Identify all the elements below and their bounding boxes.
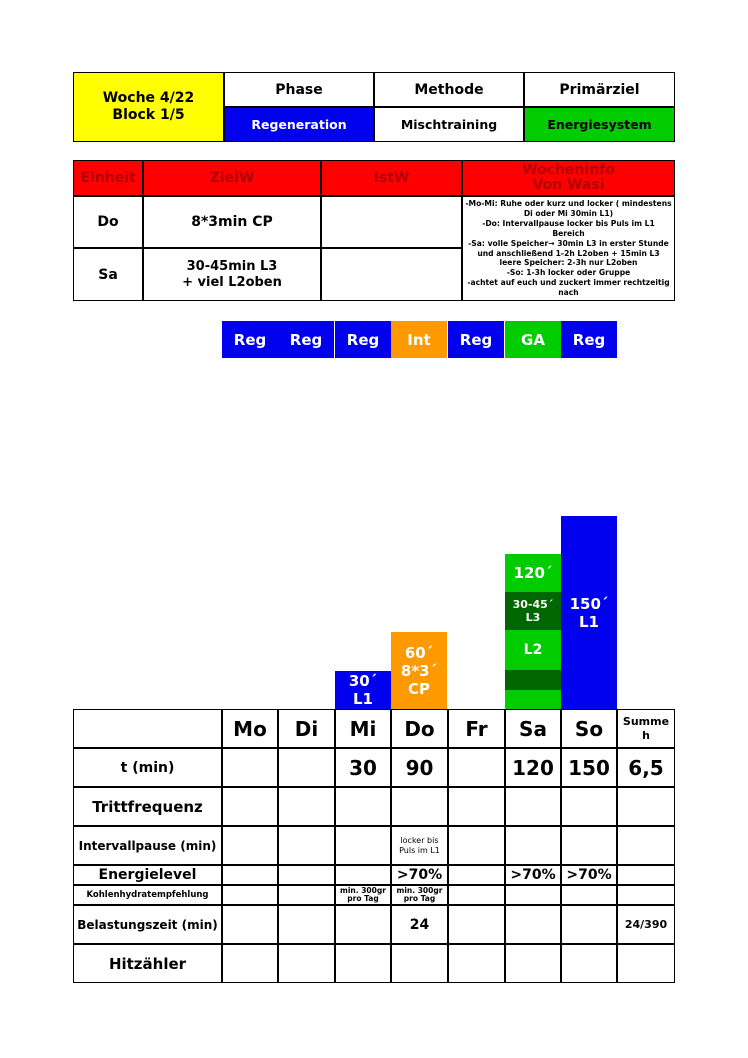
bar-sa-l2: L2 [505,630,561,670]
cell-time-di [278,748,335,787]
cell-energy-fr [448,865,505,885]
cell-interval-so [561,826,617,865]
cell-time-sum: 6,5 [617,748,675,787]
phase-fr: Reg [448,321,504,358]
phase-do: Int [391,321,447,358]
cell-carbs-so [561,885,617,905]
cell-interval-sum [617,826,675,865]
cell-time-sa: 120 [505,748,561,787]
phase-mi: Reg [335,321,391,358]
bar-sa-tail [505,690,561,709]
goal-header: Primärziel [524,72,675,107]
cell-load-mo [222,905,278,944]
row-label-load: Belastungszeit (min) [73,905,222,944]
day-header-fr: Fr [448,709,505,748]
cell-carbs-di [278,885,335,905]
cell-cadence-fr [448,787,505,826]
bar-mi: 30´ L1 [335,671,391,709]
row-label-time: t (min) [73,748,222,787]
cell-load-sa [505,905,561,944]
cell-load-so [561,905,617,944]
day-header-di: Di [278,709,335,748]
cell-energy-sum [617,865,675,885]
bar-so: 150´ L1 [561,516,617,709]
actual-header: IstW [321,160,462,196]
cell-cadence-di [278,787,335,826]
bar-sa-l3: 30-45´ L3 [505,592,561,630]
cell-hits-so [561,944,617,983]
row-label-cadence: Trittfrequenz [73,787,222,826]
phase-sa: GA [505,321,561,358]
cell-cadence-sa [505,787,561,826]
row-label-carbs: Kohlenhydratempfehlung [73,885,222,905]
unit-target-do: 8*3min CP [143,196,321,248]
cell-time-mo [222,748,278,787]
cell-interval-do: locker bis Puls im L1 [391,826,448,865]
bar-do: 60´ 8*3´ CP [391,632,447,709]
cell-energy-sa: >70% [505,865,561,885]
cell-load-mi [335,905,391,944]
bar-sa-l3-end [505,670,561,690]
cell-cadence-mi [335,787,391,826]
phase-mo: Reg [222,321,278,358]
row-label-interval: Intervallpause (min) [73,826,222,865]
phase-value: Regeneration [224,107,374,142]
phase-di: Reg [278,321,334,358]
cell-hits-mi [335,944,391,983]
cell-energy-di [278,865,335,885]
cell-carbs-sa [505,885,561,905]
cell-cadence-so [561,787,617,826]
unit-target-sa: 30-45min L3 + viel L2oben [143,248,321,301]
phase-header: Phase [224,72,374,107]
day-header-do: Do [391,709,448,748]
unit-actual-do [321,196,462,248]
cell-energy-mi [335,865,391,885]
method-header: Methode [374,72,524,107]
row-label-hits: Hitzähler [73,944,222,983]
goal-value: Energiesystem [524,107,675,142]
cell-hits-di [278,944,335,983]
day-header-sa: Sa [505,709,561,748]
phase-so: Reg [561,321,617,358]
cell-time-do: 90 [391,748,448,787]
cell-load-do: 24 [391,905,448,944]
cell-hits-sa [505,944,561,983]
cell-carbs-sum [617,885,675,905]
unit-day-sa: Sa [73,248,143,301]
cell-carbs-mo [222,885,278,905]
cell-time-mi: 30 [335,748,391,787]
cell-time-so: 150 [561,748,617,787]
cell-hits-fr [448,944,505,983]
table-corner [73,709,222,748]
cell-interval-mo [222,826,278,865]
cell-cadence-sum [617,787,675,826]
weekinfo-text: -Mo-Mi: Ruhe oder kurz und locker ( mindestens Di oder Mi 30min L1) -Do: Intervallpause locker bis Puls im L1 Bereich -Sa: volle Speicher→ 30min L3 in erster Stunde und anschließend 1-2h L2oben + 15min L3 leere Speicher: 2-3h nur L2oben -So: 1-3h locker oder Gruppe -achtet auf euch und zuckert immer rechtzeitig nach [462,196,675,301]
cell-load-di [278,905,335,944]
week-block-cell: Woche 4/22 Block 1/5 [73,72,224,142]
cell-energy-do: >70% [391,865,448,885]
bar-sa [505,554,561,709]
day-header-mi: Mi [335,709,391,748]
cell-interval-mi [335,826,391,865]
cell-energy-so: >70% [561,865,617,885]
bar-sa-total: 120´ [505,554,561,592]
target-header: ZielW [143,160,321,196]
cell-cadence-mo [222,787,278,826]
method-value: Mischtraining [374,107,524,142]
row-label-energy: Energielevel [73,865,222,885]
unit-day-do: Do [73,196,143,248]
cell-carbs-do: min. 300gr pro Tag [391,885,448,905]
cell-load-fr [448,905,505,944]
cell-hits-mo [222,944,278,983]
cell-interval-di [278,826,335,865]
cell-hits-sum [617,944,675,983]
cell-energy-mo [222,865,278,885]
unit-actual-sa [321,248,462,301]
cell-interval-sa [505,826,561,865]
sum-header: Summe h [617,709,675,748]
cell-cadence-do [391,787,448,826]
cell-carbs-mi: min. 300gr pro Tag [335,885,391,905]
unit-header: Einheit [73,160,143,196]
cell-hits-do [391,944,448,983]
weekinfo-header: Wocheninfo Von Wasi [462,160,675,196]
cell-carbs-fr [448,885,505,905]
cell-time-fr [448,748,505,787]
cell-load-sum: 24/390 [617,905,675,944]
day-header-so: So [561,709,617,748]
cell-interval-fr [448,826,505,865]
day-header-mo: Mo [222,709,278,748]
